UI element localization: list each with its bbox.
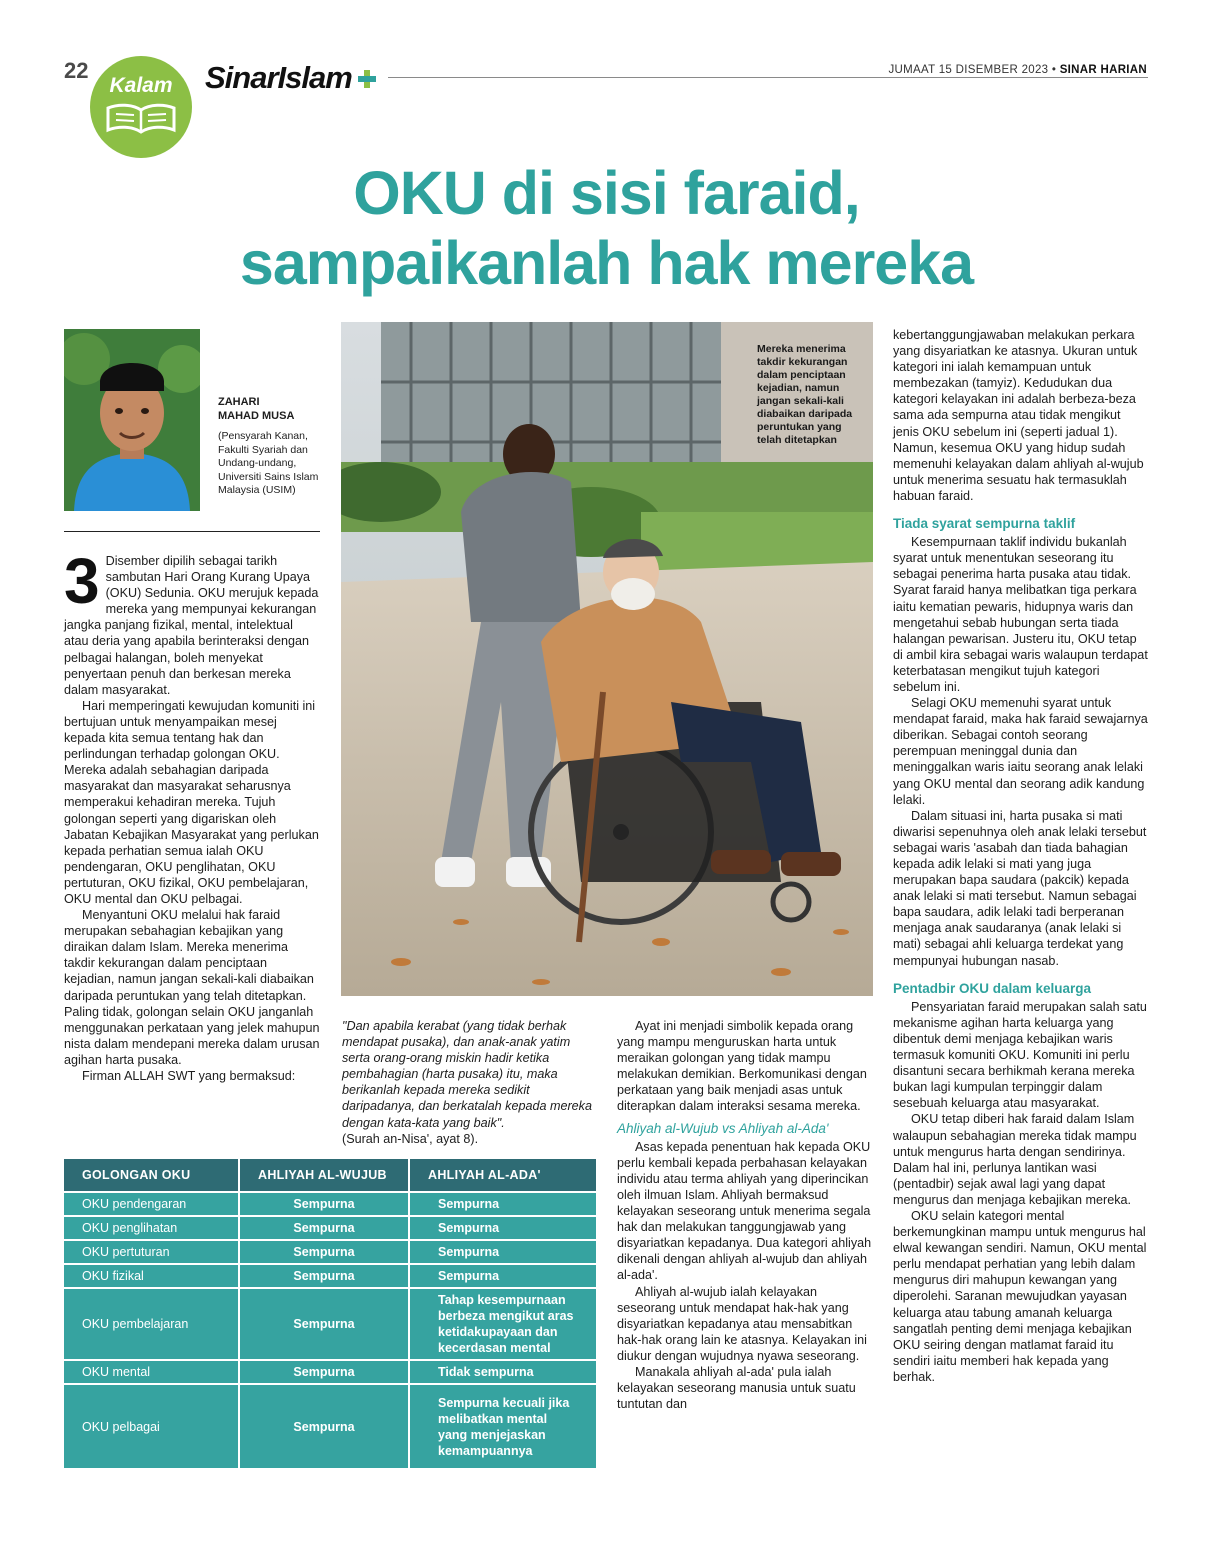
table-row xyxy=(64,1288,596,1360)
table-row xyxy=(64,1192,596,1216)
table-header: AHLIYAH AL-WUJUB xyxy=(239,1159,409,1192)
article-column-2 xyxy=(342,1018,592,1147)
open-book-icon xyxy=(104,102,178,136)
article-column-1 xyxy=(64,545,320,1084)
article-paragraph: Ahliyah al-wujub ialah kelayakan seseorang untuk mendapat hak-hak yang disyariatkan kepadanya atau mensabitkan hak-hak orang lain ke atasnya. Kelayakan ini diukur dengan wujudnya nyawa seseorang. xyxy=(617,1284,867,1363)
article-paragraph: Hari memperingati kewujudan komuniti ini bertujuan untuk menyampaikan mesej kepada kita semua tentang hak dan perlindungan terhadap golongan OKU. Mereka adalah sebahagian daripada masyarakat dan masyarakat seharusnya memperakui kehadiran mereka. Tujuh golongan seperti yang digariskan oleh Jabatan Kebajikan Masyarakat yang perlukan kepada perhatian semua ialah OKU pendengaran, OKU penglihatan, OKU pertuturan, OKU fizikal, OKU pembelajaran, OKU mental dan OKU pelbagai. xyxy=(64,698,319,906)
table-cell: Tidak sempurna xyxy=(409,1360,596,1384)
article-paragraph: Kesempurnaan taklif individu bukanlah syarat untuk menentukan seseorang itu sebagai penerima harta pusaka atau tidak. Syarat faraid hanya melibatkan tiga perkara iaitu kematian pewaris, hidupnya waris dan mengetahui sebab hubungan serta tiada halangan pewarisan. Justeru itu, OKU tetap di ambil kira sebagai waris walaupun terdapat keterbatasan mengikut tujuh kategori sebelum ini. xyxy=(893,535,1148,694)
table-cell: Sempurna xyxy=(239,1288,409,1360)
page-number: 22 xyxy=(64,58,89,83)
article-intro xyxy=(64,545,320,698)
date-line: JUMAAT 15 DISEMBER 2023 • SINAR HARIAN xyxy=(883,64,1148,76)
table-cell: Sempurna xyxy=(239,1264,409,1288)
table-cell: Sempurna xyxy=(239,1216,409,1240)
article-paragraph: Ayat ini menjadi simbolik kepada orang yang mampu menguruskan harta untuk meraikan golongan yang tidak mampu melakukan demikian. Berkomunikasi dengan perkataan yang baik menjadi asas untuk diterapkan dalam interaksi sesama mereka. xyxy=(617,1019,867,1114)
table-cell: Sempurna xyxy=(409,1192,596,1216)
author-bio: (Pensyarah Kanan, Fakulti Syariah dan Undang-undang, Universiti Sains Islam Malaysia (USIM) xyxy=(218,430,319,496)
kalam-label: Kalam xyxy=(109,74,173,97)
brand-logo: SinarIslam xyxy=(205,60,352,95)
author-name-line-1: ZAHARI xyxy=(218,396,260,408)
article-paragraph: OKU selain kategori mental berkemungkinan mampu untuk mengurus hal elwal kewangan sendiri. Namun, OKU mental perlu mendapat perhatian yang lebih dalam mengurus diri mahupun kewangan yang diperolehi. Saranan mewujudkan yayasan keluarga atau tabung amanah keluarga sangatlah penting demi menjaga kebajikan OKU seiring dengan matlamat faraid itu sendiri iaitu memberi hak kepada yang berhak. xyxy=(893,1208,1147,1384)
author-portrait xyxy=(64,329,200,511)
table-cell: Sempurna xyxy=(239,1360,409,1384)
article-paragraph: Manakala ahliyah al-ada' pula ialah kelayakan seseorang manusia untuk suatu tuntutan dan xyxy=(617,1364,856,1412)
author-name-line-2: MAHAD MUSA xyxy=(218,410,295,422)
subheading-taklif: Tiada syarat sempurna taklif xyxy=(893,516,1076,532)
subheading-ahliyah: Ahliyah al-Wujub vs Ahliyah al-Ada' xyxy=(617,1120,829,1136)
article-column-3 xyxy=(617,1018,873,1412)
author-divider xyxy=(64,531,320,532)
table-cell: OKU fizikal xyxy=(64,1264,239,1288)
headline-line-2: sampaikanlah hak mereka xyxy=(239,229,974,297)
article-paragraph: kebertanggungjawaban melakukan perkara yang disyariatkan ke atasnya. Ukuran untuk kategori ini ialah kemampuan untuk membezakan (tamyiz). Kedudukan dua kategori kelayakan ini adalah berbeza-beza sama ada sempurna atau tidak mengikut jenis OKU sebelum ini (seperti jadual 1). Namun, kesemua OKU yang hidup sudah memenuhi kelayakan dalam ahliyah al-wujub untuk menerima sesuatu hak termasuklah habuan faraid. xyxy=(893,328,1144,503)
table-cell: Sempurna xyxy=(409,1264,596,1288)
quote-reference: (Surah an-Nisa', ayat 8). xyxy=(342,1131,479,1146)
article-paragraph: OKU tetap diberi hak faraid dalam Islam walaupun sebahagian mereka tidak mampu untuk mengurus harta dengan sendirinya. Dalam hal ini, perlunya lantikan wasi (pentadbir) sejak awal lagi yang dapat mengurus dan menjaga kebajikan mereka. xyxy=(893,1112,1137,1207)
issue-date: JUMAAT 15 DISEMBER 2023 xyxy=(888,64,1049,76)
table-cell: Sempurna xyxy=(239,1192,409,1216)
article-paragraph: Dalam situasi ini, harta pusaka si mati diwarisi sepenuhnya oleh anak lelaki tersebut sebagai waris 'asabah dan tiada bahagian kepada adik lelaki si mati yang juga merupakan bapa saudara (pakcik) kepada anak lelaki si mati tersebut. Namun sebagai bapa saudara, adik lelaki tadi berperanan menjaga anak saudaranya (anak lelaki si mati) sebagai ahli keluarga terdekat yang mempunyai hubungan nasab. xyxy=(893,808,1147,968)
table-cell: OKU pendengaran xyxy=(64,1192,239,1216)
article-paragraph: Asas kepada penentuan hak kepada OKU perlu kembali kepada perbahasan kelayakan individu atau terma ahliyah yang diperincikan oleh ilmuan Islam. Ahliyah bermaksud kelayakan seseorang untuk menerima segala hak dan melakukan tanggungjawab yang disyariatkan kepadanya. Dua kategori ahliyah dikenali dengan ahliyah al-wujub dan ahliyah al-ada'. xyxy=(617,1139,872,1283)
table-cell: OKU mental xyxy=(64,1360,239,1384)
plus-icon xyxy=(356,68,378,90)
article-paragraph: Selagi OKU memenuhi syarat untuk mendapat faraid, maka hak faraid sewajarnya diberikan. Sebagai contoh seorang perempuan meninggal dunia dan meninggalkan waris iaitu seorang anak lelaki yang OKU mental dan seorang adik kandung lelaki. xyxy=(893,696,1148,807)
article-paragraph: Firman ALLAH SWT yang bermaksud: xyxy=(82,1069,296,1083)
photo-caption: Mereka menerima takdir kekurangan dalam penciptaan kejadian, namun jangan sekali-kali diabaikan daripada peruntukan yang telah ditetapkan xyxy=(757,343,853,446)
table-row xyxy=(64,1360,596,1384)
table-cell: Sempurna xyxy=(409,1216,596,1240)
article-column-4 xyxy=(893,327,1149,1385)
kalam-section-badge xyxy=(90,56,192,158)
dropcap: 3 xyxy=(64,545,100,617)
author-name xyxy=(218,395,318,423)
headline-line-1: OKU di sisi faraid, xyxy=(353,159,860,227)
table-cell: OKU pertuturan xyxy=(64,1240,239,1264)
table-row xyxy=(64,1216,596,1240)
header-rule xyxy=(388,77,1148,78)
table-header: AHLIYAH AL-ADA' xyxy=(409,1159,596,1192)
subheading-pentadbir: Pentadbir OKU dalam keluarga xyxy=(893,980,1092,996)
article-paragraph: Pensyariatan faraid merupakan salah satu mekanisme agihan harta keluarga yang dibentuk demi menjaga kebajikan waris termasuk komuniti OKU. Komuniti ini perlu disantuni secara berhikmah kerana mereka bukan lagi kumpulan terpinggir dalam sesebuah keluarga atau masyarakat. xyxy=(893,999,1147,1111)
author-photo xyxy=(64,329,200,511)
table-header: GOLONGAN OKU xyxy=(64,1159,239,1192)
table-cell: Sempurna xyxy=(409,1240,596,1264)
intro-paragraph: Disember dipilih sebagai tarikh sambutan Hari Orang Kurang Upaya (OKU) Sedunia. OKU merujuk kepada mereka yang mempunyai kekurangan jangka panjang fizikal, mental, intelektual atau deria yang apabila berinteraksi dengan pelbagai halangan, boleh menyekat penyertaan penuh dan berkesan mereka dalam masyarakat. xyxy=(64,554,319,697)
paper-name: SINAR HARIAN xyxy=(1059,64,1147,76)
table-row xyxy=(64,1384,596,1468)
article-paragraph: Menyantuni OKU melalui hak faraid merupakan sebahagian kebajikan yang diraikan dalam Islam. Mereka menerima takdir kekurangan dalam penciptaan kejadian, namun jangan sekali-kali diabaikan daripada peruntukan yang telah ditetapkan. Paling tidak, golongan selain OKU janganlah menggunakan perkataan yang jelek mahupun nista dalam mendepani mereka dalam urusan agihan harta pusaka. xyxy=(64,908,320,1067)
table-cell: OKU pembelajaran xyxy=(64,1288,239,1360)
quran-quote: "Dan apabila kerabat (yang tidak berhak mendapat pusaka), dan anak-anak yatim serta orang-orang miskin hadir ketika pembahagian (harta pusaka) itu, maka berikanlah kepada mereka sedikit daripadanya, dan berkatalah kepada mereka dengan kata-kata yang baik". xyxy=(342,1019,592,1130)
table-row xyxy=(64,1240,596,1264)
table-header-row xyxy=(64,1159,596,1192)
headline xyxy=(0,158,1213,298)
table-cell: OKU pelbagai xyxy=(64,1384,239,1468)
table-cell: Sempurna kecuali jika melibatkan mental yang menjejaskan kemampuannya xyxy=(409,1384,596,1468)
table-cell: OKU penglihatan xyxy=(64,1216,239,1240)
table-cell: Tahap kesempurnaan berbeza mengikut aras ketidakupayaan dan kecerdasan mental xyxy=(409,1288,596,1360)
table-cell: Sempurna xyxy=(239,1384,409,1468)
table-cell: Sempurna xyxy=(239,1240,409,1264)
oku-classification-table xyxy=(64,1159,596,1468)
table-row xyxy=(64,1264,596,1288)
